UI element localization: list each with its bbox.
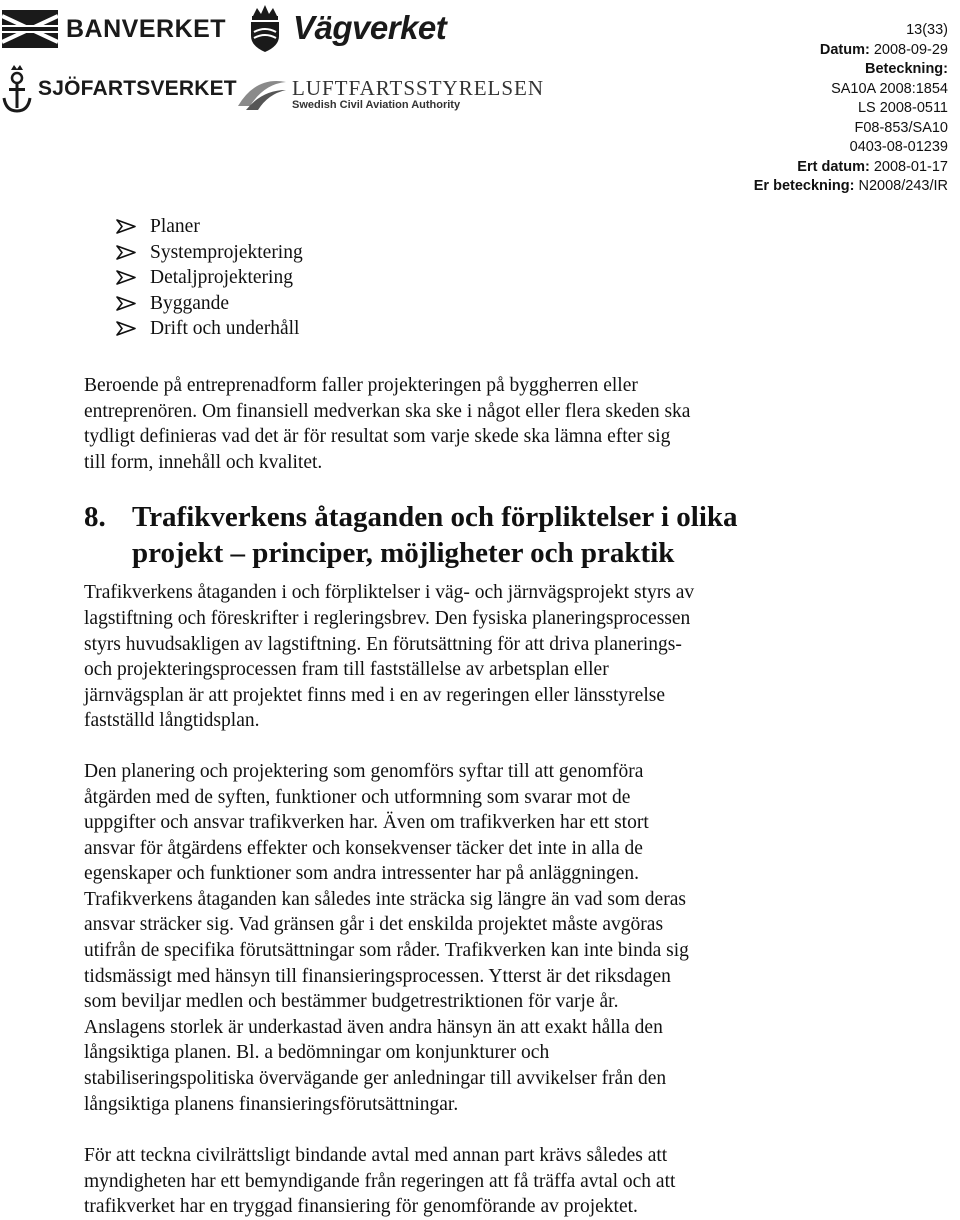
banverket-name: BANVERKET bbox=[66, 14, 227, 43]
text-line: som beviljar medlen och bestämmer budgetrestriktionen för varje år. bbox=[84, 991, 619, 1013]
designation-line: LS 2008-0511 bbox=[857, 100, 948, 116]
text-line: Den planering och projektering som genomförs syftar till att genomföra bbox=[84, 760, 644, 782]
list-item bbox=[84, 265, 954, 291]
designation-label: Beteckning: bbox=[865, 61, 948, 77]
text-line: till form, innehåll och kvalitet. bbox=[84, 451, 323, 473]
section-heading-wrap bbox=[84, 499, 954, 571]
your-ref-label: Er beteckning: bbox=[753, 178, 855, 194]
your-date-label: Ert datum: bbox=[797, 158, 870, 175]
list-item bbox=[84, 214, 954, 240]
text-line: järnvägsplan är att projektet finns med i en av regeringen eller länsstyrelse bbox=[84, 684, 665, 706]
page-number: 13(33) bbox=[906, 22, 948, 38]
text-line: fastställd långtidsplan. bbox=[84, 710, 260, 732]
list-item-text: Detaljprojektering bbox=[150, 267, 293, 289]
text-line: styrs huvudsakligen av lagstiftning. En förutsättning för att driva planerings- bbox=[84, 633, 682, 655]
sjofartsverket-name: SJÖFARTSVERKET bbox=[38, 77, 237, 100]
text-line: ansvar sträcker sig. Vad gränsen går i det enskilda projektet måste avgöras bbox=[84, 914, 664, 936]
your-date-value: 2008-01-17 bbox=[873, 158, 948, 175]
text-line: utifrån de specifika förutsättningar som råder. Trafikverken kan inte binda sig bbox=[84, 940, 689, 962]
vagverket-crown-icon bbox=[243, 2, 287, 54]
text-line: stabiliseringspolitiska övervägande ger anledningar till avvikelser från den bbox=[84, 1068, 667, 1090]
designation-line: SA10A 2008:1854 bbox=[831, 80, 948, 97]
sjofartsverket-anchor-icon bbox=[2, 64, 32, 114]
luftfartsstyrelsen-logo bbox=[236, 76, 544, 112]
text-line: tydligt definieras vad det är för resultat som varje skede ska lämna efter sig bbox=[84, 426, 671, 448]
text-line: Trafikverkens åtaganden kan således inte sträcka sig längre än vad som deras bbox=[84, 888, 686, 910]
sjofartsverket-logo bbox=[2, 64, 237, 114]
text-line: åtgärden med de syften, funktioner och utformning som svarar mot de bbox=[84, 786, 631, 808]
paragraph bbox=[84, 580, 954, 734]
text-line: entreprenören. Om finansiell medverkan ska ske i något eller flera skeden ska bbox=[84, 400, 691, 422]
document-meta bbox=[754, 21, 948, 197]
luftfartsstyrelsen-name: LUFTFARTSSTYRELSEN bbox=[292, 76, 545, 100]
luftfartsstyrelsen-subtitle: Swedish Civil Aviation Authority bbox=[292, 99, 461, 111]
heading-line: Trafikverkens åtaganden och förpliktelser i olika bbox=[132, 501, 738, 534]
paragraph bbox=[84, 1143, 954, 1220]
vagverket-logo bbox=[243, 2, 446, 54]
arrow-bullet-icon bbox=[116, 296, 136, 311]
text-line: För att teckna civilrättsligt bindande avtal med annan part krävs således att bbox=[84, 1145, 668, 1167]
date-label: Datum: bbox=[819, 41, 870, 58]
your-ref-row bbox=[754, 177, 948, 197]
text-line: trafikverket har en tryggad finansiering för genomförande av projektet. bbox=[84, 1196, 638, 1218]
arrow-bullet-icon bbox=[116, 245, 136, 260]
list-item-text: Systemprojektering bbox=[150, 241, 303, 263]
designation-line: 0403-08-01239 bbox=[849, 139, 948, 155]
text-line: tidsmässigt med hänsyn till finansieringsprocessen. Ytterst är det riksdagen bbox=[84, 965, 671, 987]
document-body bbox=[84, 214, 954, 1220]
your-ref-value: N2008/243/IR bbox=[858, 178, 948, 194]
paragraph bbox=[84, 373, 954, 475]
text-line: uppgifter och ansvar trafikverken har. Även om trafikverken har ett stort bbox=[84, 812, 649, 834]
text-line: Anslagens storlek är underkastad även andra hänsyn än att exakt hålla den bbox=[84, 1016, 663, 1038]
text-line: Trafikverkens åtaganden i och förpliktelser i väg- och järnvägsprojekt styrs av bbox=[84, 582, 695, 604]
paragraph bbox=[84, 759, 954, 1117]
section-number: 8. bbox=[84, 501, 106, 534]
banverket-emblem-icon bbox=[2, 10, 58, 48]
phase-list bbox=[84, 214, 954, 342]
list-item-text: Planer bbox=[150, 216, 200, 237]
arrow-bullet-icon bbox=[116, 219, 136, 234]
text-line: Beroende på entreprenadform faller projekteringen på byggherren eller bbox=[84, 374, 638, 396]
text-line: myndigheten har ett bemyndigande från regeringen att få träffa avtal och att bbox=[84, 1170, 676, 1192]
text-line: ansvar för åtgärdens effekter och konsekvenser täcker det inte in alla de bbox=[84, 837, 643, 859]
heading-line: projekt – principer, möjligheter och praktik bbox=[132, 537, 675, 570]
luftfartsstyrelsen-swoosh-icon bbox=[236, 76, 288, 112]
date-value: 2008-09-29 bbox=[873, 41, 948, 58]
vagverket-name: Vägverket bbox=[293, 9, 447, 46]
list-item bbox=[84, 316, 954, 342]
list-item-text: Drift och underhåll bbox=[150, 318, 300, 340]
date-row bbox=[754, 41, 948, 61]
designation-line: F08-853/SA10 bbox=[854, 119, 948, 136]
text-line: egenskaper och funktioner som andra intressenter har på anläggningen. bbox=[84, 863, 640, 885]
list-item-text: Byggande bbox=[150, 292, 230, 314]
text-line: lagstiftning och föreskrifter i regleringsbrev. Den fysiska planeringsprocessen bbox=[84, 607, 691, 629]
section-heading bbox=[84, 499, 954, 571]
text-line: och projekteringsprocessen fram till fastställelse av arbetsplan eller bbox=[84, 659, 609, 681]
banverket-logo bbox=[2, 10, 226, 48]
your-date-row bbox=[754, 158, 948, 178]
arrow-bullet-icon bbox=[116, 270, 136, 285]
arrow-bullet-icon bbox=[116, 321, 136, 336]
text-line: långsiktiga planens finansieringsförutsättningar. bbox=[84, 1093, 459, 1115]
text-line: långsiktiga planen. Bl. a bedömningar om konjunkturer och bbox=[84, 1042, 550, 1064]
list-item bbox=[84, 240, 954, 266]
list-item bbox=[84, 291, 954, 317]
